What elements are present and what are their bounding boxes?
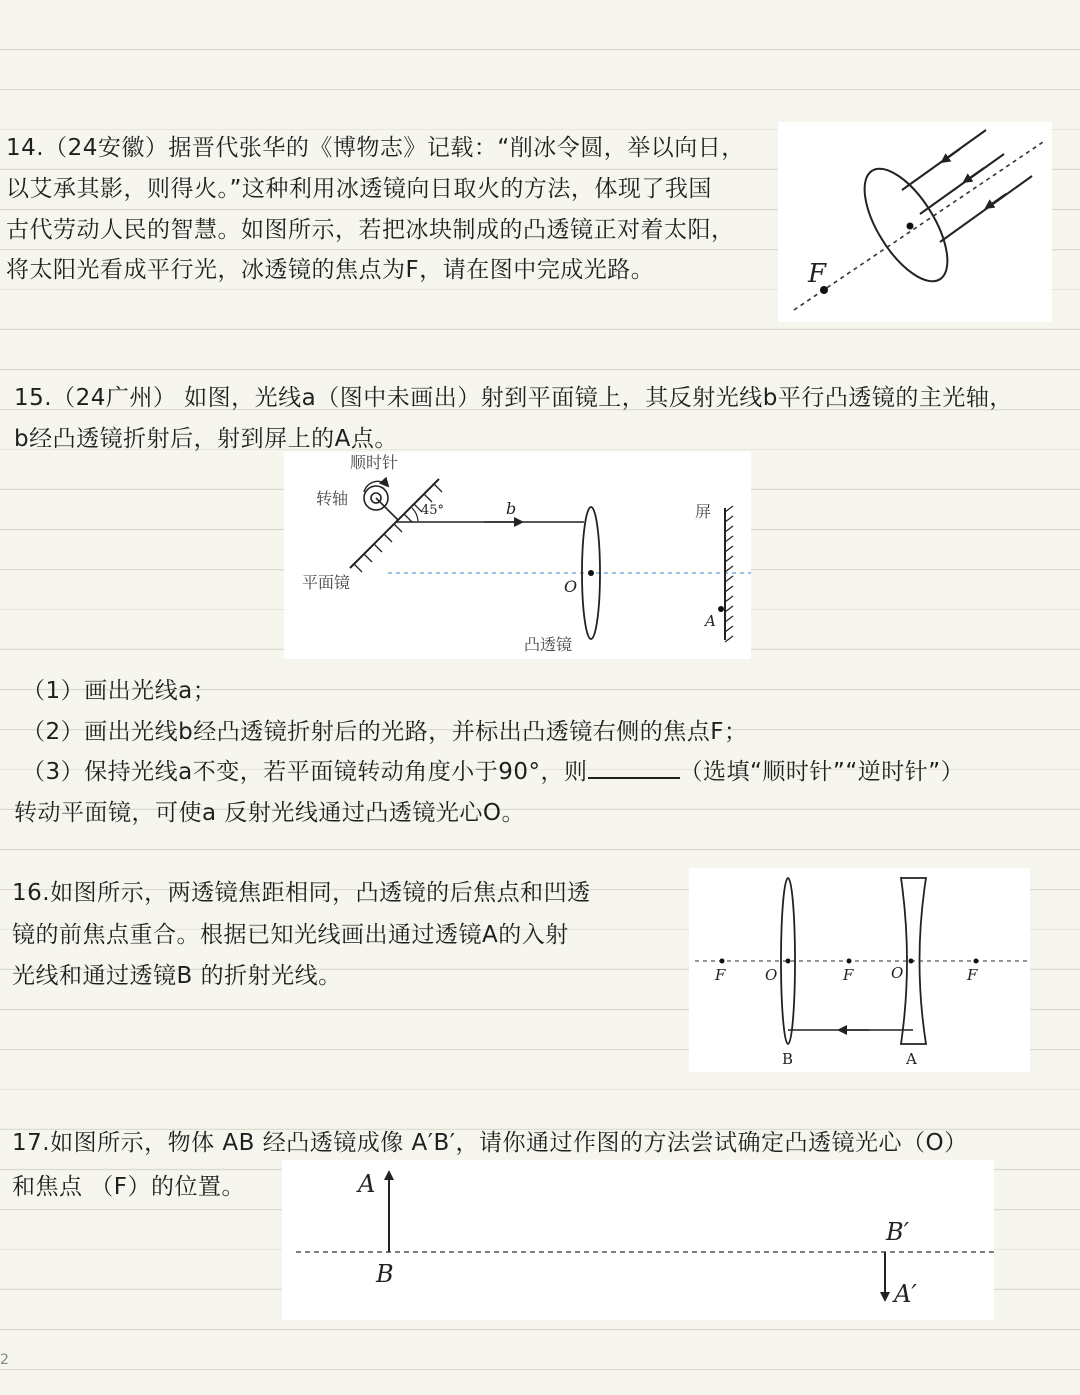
label-b-prime: B′ <box>886 1218 910 1246</box>
principal-axis <box>794 140 1046 310</box>
focus-label-2: F <box>843 966 854 984</box>
q14-line-4: 将太阳光看成平行光，冰透镜的焦点为F，请在图中完成光路。 <box>6 257 655 283</box>
q16-line-1: 16.如图所示，两透镜焦距相同，凸透镜的后焦点和凹透 <box>12 880 591 906</box>
q16-line-3: 光线和通过透镜B 的折射光线。 <box>12 963 342 989</box>
screen <box>725 506 733 642</box>
focus-label-1: F <box>715 966 726 984</box>
mirror-label: 平面镜 <box>302 573 351 592</box>
center-label-2: O <box>891 964 904 982</box>
incident-rays <box>902 130 1032 242</box>
lens-center-dot <box>588 570 594 576</box>
page-number: 2 <box>0 1352 9 1368</box>
ray-b-label: b <box>506 499 517 518</box>
angle-label: 45° <box>421 503 445 518</box>
q14-lens-figure <box>778 122 1052 322</box>
lens-label: 凸透镜 <box>524 635 573 654</box>
rotation-axis-icon <box>364 481 398 520</box>
focus-label-3: F <box>967 966 978 984</box>
q15-mirror-lens-figure <box>284 452 751 659</box>
q15-sub-3-line-2: 转动平面镜，可使a 反射光线通过凸透镜光心O。 <box>14 800 526 826</box>
q15-line-1: 15.（24广州） 如图，光线a（图中未画出）射到平面镜上，其反射光线b平行凸透镜的主光轴， <box>14 385 1013 411</box>
axis-label: 转轴 <box>316 489 349 508</box>
q14-line-2: 以艾承其影，则得火。”这种利用冰透镜向日取火的方法，体现了我国 <box>6 176 712 202</box>
q15-sub-2: （2）画出光线b经凸透镜折射后的光路，并标出凸透镜右侧的焦点F； <box>22 719 748 745</box>
label-a: A <box>358 1170 376 1198</box>
q17-line-2: 和焦点 （F）的位置。 <box>12 1174 246 1200</box>
q16-lens-pair-figure <box>689 868 1030 1072</box>
point-a-dot <box>718 606 724 612</box>
q15-sub-1: （1）画出光线a； <box>22 678 217 704</box>
lens-a-label: A <box>906 1050 917 1068</box>
screen-label: 屏 <box>695 502 712 521</box>
answer-blank[interactable] <box>588 757 680 779</box>
angle-arc <box>412 508 418 521</box>
point-a-label: A <box>705 612 716 630</box>
q15-sub-3-after: （选填“顺时针”“逆时针”） <box>679 759 965 785</box>
plane-mirror <box>350 479 445 572</box>
clockwise-label: 顺时针 <box>350 453 399 472</box>
q15-sub-3 <box>22 757 964 787</box>
focus-label: F <box>808 259 827 289</box>
label-b: B <box>376 1260 394 1288</box>
q14-line-1: 14.（24安徽）据晋代张华的《博物志》记载：“削冰令圆，举以向日， <box>6 135 745 161</box>
q17-line-1: 17.如图所示，物体 AB 经凸透镜成像 A′B′，请你通过作图的方法尝试确定凸透镜光心（O） <box>12 1130 968 1156</box>
q15-sub-3-before: （3）保持光线a不变，若平面镜转动角度小于90°，则 <box>22 759 588 785</box>
center-label-1: O <box>765 966 778 984</box>
q16-line-2: 镜的前焦点重合。根据已知光线画出通过透镜A的入射 <box>12 922 569 948</box>
lens-b-label: B <box>782 1050 794 1068</box>
q17-image-figure <box>282 1160 994 1320</box>
center-label: O <box>564 577 578 596</box>
label-a-prime: A′ <box>894 1280 917 1308</box>
convex-lens <box>848 156 963 294</box>
q15-line-2: b经凸透镜折射后，射到屏上的A点。 <box>14 426 398 452</box>
q14-line-3: 古代劳动人民的智慧。如图所示，若把冰块制成的凸透镜正对着太阳， <box>6 217 735 243</box>
lens-center-dot <box>907 223 914 230</box>
